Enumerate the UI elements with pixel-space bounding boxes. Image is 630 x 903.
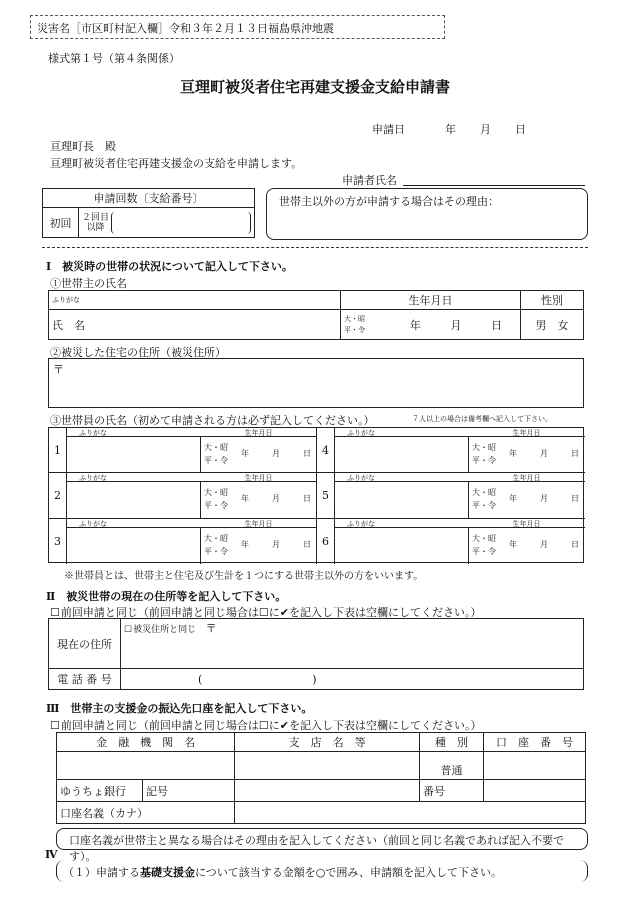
reason-box[interactable] bbox=[266, 188, 588, 240]
member-number: 6 bbox=[317, 519, 335, 564]
same-as-damaged-check[interactable]: ☐ 被災住所と同じ bbox=[124, 625, 196, 635]
member-month: 月 bbox=[540, 494, 548, 504]
member-year: 年 bbox=[241, 539, 249, 549]
section2-title: Ⅱ 被災世帯の現在の住所等を記入して下さい。 bbox=[46, 590, 287, 603]
birth-header: 生年月日 bbox=[341, 291, 521, 310]
member-month: 月 bbox=[272, 494, 280, 504]
current-address-table bbox=[48, 618, 584, 690]
phone-label: 電 話 番 号 bbox=[49, 669, 121, 690]
second-time-line1: ２回目 bbox=[82, 212, 110, 223]
phone-paren: ( ) bbox=[198, 673, 317, 686]
furigana-label: ふりがな bbox=[49, 291, 341, 310]
householder-name-cell[interactable] bbox=[49, 310, 341, 340]
reason-label: 世帯主以外の方が申請する場合はその理由： bbox=[279, 195, 499, 208]
member-furigana: ふりがな bbox=[347, 519, 375, 528]
applicant-name-label: 申請者氏名 bbox=[342, 174, 397, 187]
member-era2: 平・令 bbox=[472, 456, 496, 465]
member-era2: 平・令 bbox=[204, 456, 228, 465]
bango-digits[interactable] bbox=[483, 780, 585, 802]
disaster-name-box bbox=[30, 15, 445, 39]
disaster-name-text: 災害名［市区町村記入欄］令和３年２月１３日福島県沖地震 bbox=[37, 22, 334, 35]
member-furigana: ふりがな bbox=[347, 474, 375, 483]
holder-reason-note: 口座名義が世帯主と異なる場合はその理由を記入してください（前回と同じ名義であれば記入不要です）。 bbox=[69, 834, 564, 863]
branch-header: 支 店 名 等 bbox=[235, 733, 420, 752]
birth-year: 年 bbox=[409, 318, 421, 332]
member-month: 月 bbox=[272, 539, 280, 549]
holder-reason-box[interactable] bbox=[56, 828, 588, 863]
member-number: 3 bbox=[49, 519, 67, 564]
postal-mark: 〒 bbox=[53, 363, 64, 376]
name-label: 氏 名 bbox=[52, 318, 85, 332]
bank-table bbox=[56, 732, 586, 824]
sex-header: 性別 bbox=[521, 291, 584, 310]
member-number: 5 bbox=[317, 473, 335, 517]
bango-label: 番号 bbox=[422, 784, 445, 798]
application-count-header: 申請回数〔支給番号〕 bbox=[43, 189, 255, 208]
member-era1: 大・昭 bbox=[204, 488, 228, 498]
member-year: 年 bbox=[509, 539, 517, 549]
member-cell[interactable] bbox=[49, 519, 317, 564]
member-birth-header: 生年月日 bbox=[512, 429, 541, 437]
member-era2: 平・令 bbox=[204, 501, 228, 511]
member-furigana: ふりがな bbox=[347, 429, 375, 437]
kigo-digits[interactable] bbox=[235, 780, 420, 802]
member-day: 日 bbox=[571, 494, 579, 504]
member-number: 2 bbox=[49, 473, 67, 517]
date-month: 月 bbox=[480, 123, 491, 136]
page-title: 亘理町被災者住宅再建支援金支給申請書 bbox=[179, 78, 450, 96]
bango-cell[interactable] bbox=[419, 780, 483, 802]
members-footnote: ※世帯員とは、世帯主と住宅及び生計を１つにする世帯主以外の方をいいます。 bbox=[64, 571, 424, 582]
householder-birth-cell[interactable] bbox=[341, 310, 521, 340]
date-day: 日 bbox=[515, 123, 526, 136]
current-address-cell[interactable] bbox=[121, 619, 584, 669]
member-birth-header: 生年月日 bbox=[512, 519, 541, 528]
member-day: 日 bbox=[571, 539, 579, 549]
member-cell[interactable] bbox=[317, 519, 585, 564]
branch-cell[interactable] bbox=[235, 752, 420, 780]
member-era1: 大・昭 bbox=[204, 533, 228, 543]
member-birth-header: 生年月日 bbox=[244, 474, 273, 483]
current-postal-mark: 〒 bbox=[205, 622, 217, 635]
member-era1: 大・昭 bbox=[472, 443, 496, 452]
member-year: 年 bbox=[241, 449, 249, 458]
application-count-table bbox=[42, 188, 255, 238]
birth-day: 日 bbox=[491, 318, 503, 332]
member-year: 年 bbox=[241, 494, 249, 504]
era-line2: 平・令 bbox=[344, 325, 365, 334]
member-year: 年 bbox=[509, 494, 517, 504]
account-number-cell[interactable] bbox=[483, 752, 585, 780]
section4-mark: Ⅳ bbox=[45, 848, 58, 861]
era-line1: 大・昭 bbox=[344, 314, 365, 323]
member-month: 月 bbox=[272, 449, 280, 458]
damaged-address-box[interactable] bbox=[48, 358, 584, 408]
account-holder-label: 口座名義（カナ） bbox=[57, 802, 235, 824]
second-time-line2: 以降 bbox=[86, 222, 105, 233]
members-note: ７人以上の場合は備考欄へ記入して下さい。 bbox=[412, 415, 552, 423]
sex-cell[interactable]: 男 女 bbox=[521, 310, 584, 340]
bank-name-cell[interactable] bbox=[57, 752, 235, 780]
application-date-label: 申請日 bbox=[372, 123, 405, 136]
member-birth-header: 生年月日 bbox=[244, 519, 273, 528]
second-time-cell[interactable] bbox=[79, 208, 255, 238]
first-time-cell[interactable]: 初回 bbox=[43, 208, 79, 238]
phone-cell[interactable] bbox=[121, 669, 584, 690]
kigo-cell[interactable] bbox=[143, 780, 235, 802]
member-furigana: ふりがな bbox=[79, 429, 107, 437]
account-type-cell[interactable]: 普通 bbox=[419, 752, 483, 780]
member-day: 日 bbox=[303, 494, 311, 504]
applicant-name-line[interactable] bbox=[403, 185, 585, 186]
member-cell[interactable] bbox=[49, 473, 317, 518]
householder-table bbox=[48, 290, 584, 340]
member-birth-header: 生年月日 bbox=[244, 429, 273, 437]
section1-title: Ⅰ 被災時の世帯の状況について記入して下さい。 bbox=[46, 260, 293, 273]
kigo-label: 記号 bbox=[146, 784, 168, 798]
member-era2: 平・令 bbox=[204, 546, 228, 556]
section4-post: について該当する金額を○で囲み、申請額を記入して下さい。 bbox=[195, 866, 503, 879]
section1-sub3: ③世帯員の氏名（初めて申請される方は必ず記入してください。） bbox=[50, 414, 375, 427]
form-number: 様式第１号（第４条関係） bbox=[48, 52, 180, 65]
members-grid bbox=[48, 427, 584, 563]
date-year: 年 bbox=[445, 123, 456, 136]
member-era1: 大・昭 bbox=[204, 443, 228, 452]
member-day: 日 bbox=[571, 449, 579, 458]
member-year: 年 bbox=[509, 449, 517, 458]
birth-month: 月 bbox=[450, 318, 462, 332]
section3-same-check[interactable]: ☐ 前回申請と同じ（前回申請と同じ場合は☐に✔を記入し下表は空欄にしてください。） bbox=[50, 717, 481, 733]
member-day: 日 bbox=[303, 449, 311, 458]
member-era1: 大・昭 bbox=[472, 533, 496, 543]
section4-bold: 基礎支援金 bbox=[140, 866, 195, 879]
member-number: 1 bbox=[49, 428, 67, 472]
yucho-label: ゆうちょ銀行 bbox=[57, 780, 143, 802]
divider bbox=[42, 247, 588, 248]
member-cell[interactable] bbox=[49, 428, 317, 473]
bank-name-header: 金 融 機 関 名 bbox=[57, 733, 235, 752]
section4-pre: （１）申請する bbox=[63, 866, 140, 879]
account-number-header: 口 座 番 号 bbox=[483, 733, 585, 752]
member-number: 4 bbox=[317, 428, 335, 472]
member-month: 月 bbox=[540, 449, 548, 458]
member-day: 日 bbox=[303, 539, 311, 549]
section3-title: Ⅲ 世帯主の支援金の振込先口座を記入して下さい。 bbox=[46, 702, 313, 715]
section1-sub1: ①世帯主の氏名 bbox=[50, 277, 127, 290]
member-era2: 平・令 bbox=[472, 546, 496, 556]
member-cell[interactable] bbox=[317, 473, 585, 518]
section2-same-check[interactable]: ☐ 前回申請と同じ（前回申請と同じ場合は☐に✔を記入し下表は空欄にしてください。） bbox=[50, 604, 481, 620]
section1-sub2: ②被災した住宅の住所（被災住所） bbox=[50, 346, 226, 359]
member-era2: 平・令 bbox=[472, 501, 496, 511]
account-type-header: 種 別 bbox=[419, 733, 483, 752]
support-number-bracket[interactable] bbox=[111, 212, 251, 234]
member-month: 月 bbox=[540, 539, 548, 549]
addressee: 亘理町長 殿 bbox=[50, 140, 116, 153]
request-statement: 亘理町被災者住宅再建支援金の支給を申請します。 bbox=[50, 157, 303, 170]
section4-line bbox=[56, 860, 588, 882]
member-furigana: ふりがな bbox=[79, 519, 107, 528]
current-address-label: 現在の住所 bbox=[49, 619, 121, 669]
member-birth-header: 生年月日 bbox=[512, 474, 541, 483]
account-holder-cell[interactable] bbox=[235, 802, 586, 824]
member-furigana: ふりがな bbox=[79, 474, 107, 483]
member-era1: 大・昭 bbox=[472, 488, 496, 498]
member-cell[interactable] bbox=[317, 428, 585, 473]
